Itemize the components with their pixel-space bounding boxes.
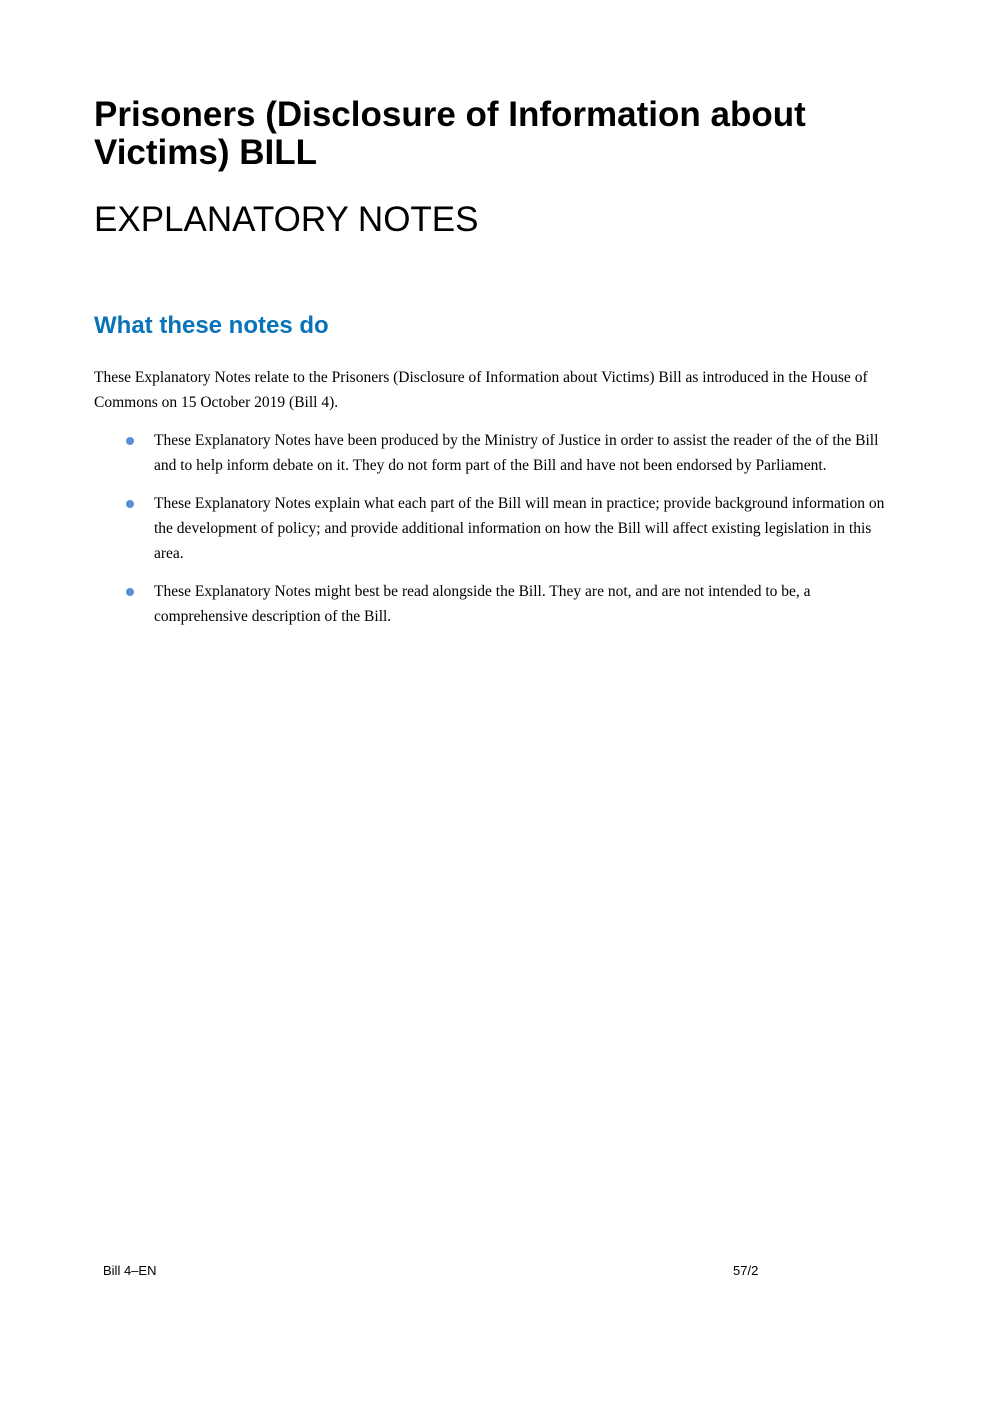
bullet-item xyxy=(94,579,899,629)
bullet-item xyxy=(94,491,899,566)
document-subtitle: EXPLANATORY NOTES xyxy=(94,200,479,239)
bullet-text: These Explanatory Notes might best be read alongside the Bill. They are not, and are not intended to be, a comprehensive description of the Bill. xyxy=(154,583,811,625)
section-heading: What these notes do xyxy=(94,312,329,339)
bullet-text: These Explanatory Notes explain what each part of the Bill will mean in practice; provide background information on the development of policy; and provide additional information on how the Bill will affect existing legislation in this area. xyxy=(154,495,885,562)
footer-print-reference: 57/2 xyxy=(733,1263,759,1278)
bill-title: Prisoners (Disclosure of Information about Victims) BILL xyxy=(94,95,806,172)
bullet-icon xyxy=(126,437,134,445)
bullet-list xyxy=(94,428,899,642)
bullet-icon xyxy=(126,500,134,508)
intro-paragraph: These Explanatory Notes relate to the Prisoners (Disclosure of Information about Victims) Bill as introduced in the House of Commons on 15 October 2019 (Bill 4). xyxy=(94,369,868,411)
bullet-text: These Explanatory Notes have been produced by the Ministry of Justice in order to assist the reader of the of the Bill and to help inform debate on it. They do not form part of the Bill and have not been endorsed by Parliament. xyxy=(154,432,879,474)
footer-bill-reference: Bill 4–EN xyxy=(103,1263,157,1278)
bullet-icon xyxy=(126,588,134,596)
bullet-item xyxy=(94,428,899,478)
